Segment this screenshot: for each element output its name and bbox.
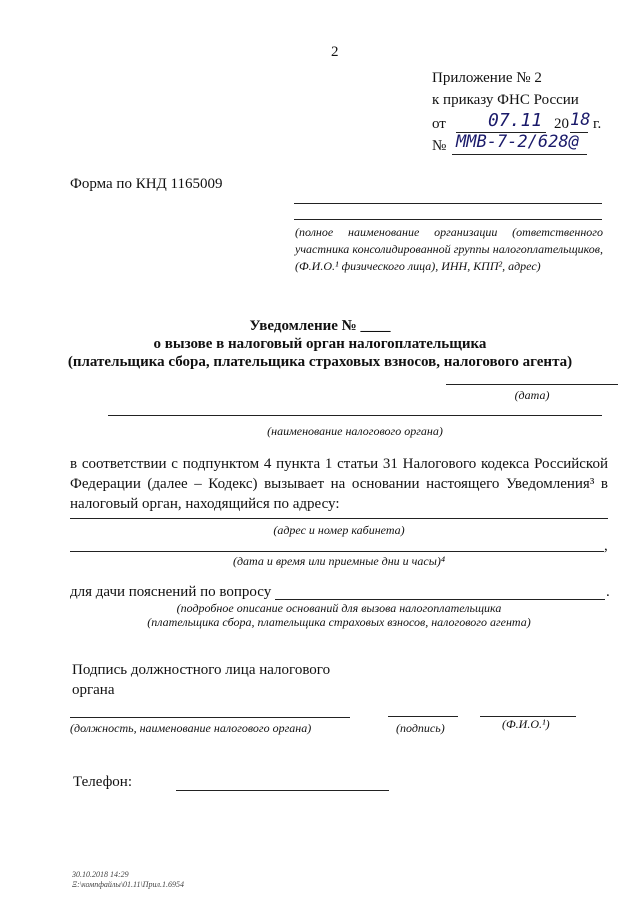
- order-year-handwritten: 18: [570, 110, 591, 130]
- signature-line: [388, 716, 458, 717]
- phone-line: [176, 790, 389, 791]
- notice-subtitle-2: (плательщика сбора, плательщика страховых взносов, налогового агента): [67, 354, 573, 370]
- phone-label: Телефон:: [73, 774, 132, 790]
- recipient-caption: (полное наименование организации (ответственного участника консолидированной группы налогоплательщиков, (Ф.И.О.¹ физического лица), ИНН, КПП², адрес): [295, 225, 603, 273]
- footer-timestamp: 30.10.2018 14:29: [72, 870, 129, 879]
- body-paragraph: в соответствии с подпунктом 4 пункта 1 статьи 31 Налогового кодекса Российской Федерации (далее – Кодекс) вызывает на основании настоящего Уведомления³ в налоговый орган, находящийся по адресу:: [70, 456, 608, 512]
- datetime-line: [70, 551, 604, 552]
- number-prefix: №: [432, 138, 447, 154]
- signature-label: Подпись должностного лица налогового органа: [72, 662, 331, 698]
- position-caption: (должность, наименование налогового органа): [70, 721, 312, 735]
- notice-title: Уведомление № ____: [249, 318, 391, 334]
- name-caption: (Ф.И.О.¹): [502, 717, 550, 731]
- position-line: [70, 717, 350, 718]
- order-label: к приказу ФНС России: [432, 92, 579, 108]
- question-label: для дачи пояснений по вопросу: [70, 584, 272, 600]
- notice-subtitle: о вызове в налоговый орган налогоплательщика: [153, 336, 487, 352]
- recipient-line-2: [294, 219, 602, 220]
- year-prefix: 20: [554, 116, 569, 132]
- question-caption-1: (подробное описание оснований для вызова налогоплательщика: [176, 601, 502, 615]
- form-code: Форма по КНД 1165009: [70, 176, 223, 192]
- address-line: [70, 518, 608, 519]
- question-line: [275, 599, 605, 600]
- footer-filepath: Ξ:\компфайлы\01.11\Прил.1.6954: [72, 880, 184, 889]
- signature-caption: (подпись): [396, 721, 445, 735]
- address-caption: (адрес и номер кабинета): [273, 523, 405, 537]
- tax-authority-caption: (наименование налогового органа): [267, 424, 443, 438]
- order-number-handwritten: ММВ-7-2/628@: [456, 132, 579, 152]
- page-number: 2: [331, 44, 339, 60]
- datetime-caption: (дата и время или приемные дни и часы)⁴: [232, 554, 446, 568]
- order-date-handwritten: 07.11: [488, 110, 543, 131]
- date-line: [446, 384, 618, 385]
- recipient-line-1: [294, 203, 602, 204]
- date-caption: (дата): [514, 388, 550, 402]
- date-prefix: от: [432, 116, 446, 132]
- year-suffix: г.: [593, 116, 602, 132]
- appendix-label: Приложение № 2: [432, 70, 542, 86]
- tax-authority-line: [108, 415, 602, 416]
- question-caption-2: (плательщика сбора, плательщика страховых взносов, налогового агента): [147, 615, 531, 629]
